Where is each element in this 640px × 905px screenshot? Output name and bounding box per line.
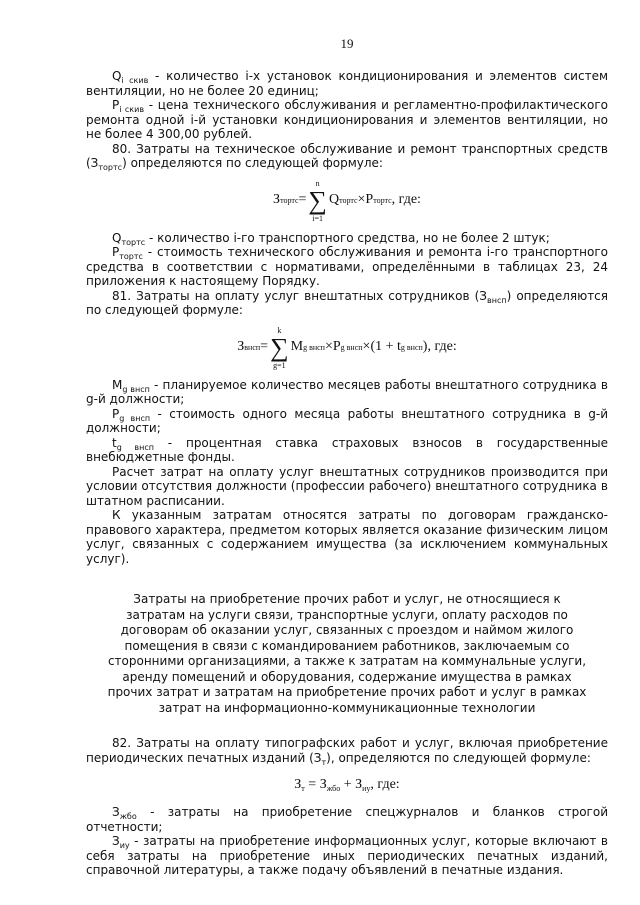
sigma-symbol: k ∑ g=1 — [270, 325, 289, 370]
definition-t-vnsp: $t_{g внсп}$ - процентная ставка страховых взносов в государственные внебюджетные фонды. — [86, 435, 608, 464]
paragraph-81: 81. Затраты на оплату услуг внештатных сотрудников $(З_{внсп})$ определяются по следующей формуле: — [86, 288, 608, 317]
definition-m-vnsp: $M_{g внсп}$ - планируемое количество месяцев работы внештатного сотрудника в g-й должности; — [86, 377, 608, 406]
definition-p-skiv: $P_{i скив}$ - цена технического обслуживания и регламентно-профилактического ремонта одной i-й установки кондиционирования и элементов вентиляции, но не более 4 300,00 рублей. — [86, 98, 608, 141]
formula-81: З внсп = k ∑ g=1 M g внсп × P g внсп × (1 + t g внсп ), где: — [237, 325, 457, 370]
document-body — [86, 69, 608, 878]
sigma-symbol: n ∑ i=1 — [308, 178, 327, 223]
definition-p-vnsp: $P_{g внсп}$ - стоимость одного месяца работы внештатного сотрудника в g-й должности; — [86, 406, 609, 435]
paragraph-81-condition: Расчет затрат на оплату услуг внештатных сотрудников производится при условии отсутствия должности (профессии рабочего) внештатного сотрудника в штатном расписании. — [86, 464, 608, 508]
page-number: 19 — [340, 36, 354, 51]
paragraph-82: 82. Затраты на оплату типографских работ и услуг, включая приобретение периодических печатных изданий $(З_т)$, определяются по следующей формуле: — [86, 736, 608, 767]
definition-q-tortc: $Q_{тортс}$ - количество i-го транспортного средства, но не более 2 штук; — [112, 230, 550, 247]
paragraph-80: 80. Затраты на техническое обслуживание и ремонт транспортных средств $(З_{тортс})$ определяются по следующей формуле: — [86, 141, 608, 172]
definition-q-skiv: $Q_{i скив}$ - количество i-х установок кондиционирования и элементов систем вентиляции, но не более 20 единиц; — [86, 69, 608, 98]
formula-82: $З_т = З_{жбо} + З_{иу}$, где: — [294, 777, 400, 793]
paragraph-81-contracts: К указанным затратам относятся затраты по договорам гражданско-правового характера, предметом которых является оказание физическим лицом услуг, связанных с содержанием имущества (за исключением коммунальных услуг). — [86, 508, 608, 566]
definition-p-tortc: $P_{тортс}$ - стоимость технического обслуживания и ремонта i-го транспортного средства в соответствии с нормативами, определёнными в таблицах 23, 24 приложения к настоящему Порядку. — [86, 245, 608, 288]
formula-80: З тортс = n ∑ i=1 Q тортс × P тортс , где: — [273, 178, 421, 223]
definition-z-iu: $З_{иу}$ - затраты на приобретение информационных услуг, которые включают в себя затраты на приобретение иных периодических печатных изданий, справочной литературы, а также подачу объявлений в печатные издания. — [86, 834, 608, 877]
section-heading: Затраты на приобретение прочих работ и услуг, не относящиеся к затратам на услуги связи, транспортные услуги, оплату расходов по договорам об оказании услуг, связанных с проездом и наймом жилого помещения в связи с командированием работников, заключаемым со сторонними организациями, а также к затратам на коммунальные услуги, аренду помещений и оборудования, содержание имущества в рамках прочих затрат и затратам на приобретение прочих работ и услуг в рамках затрат на информационно-коммуникационные технологии — [107, 592, 587, 715]
definition-z-zhbo: $З_{жбо}$ - затраты на приобретение спецжурналов и бланков строгой отчетности; — [86, 805, 608, 834]
